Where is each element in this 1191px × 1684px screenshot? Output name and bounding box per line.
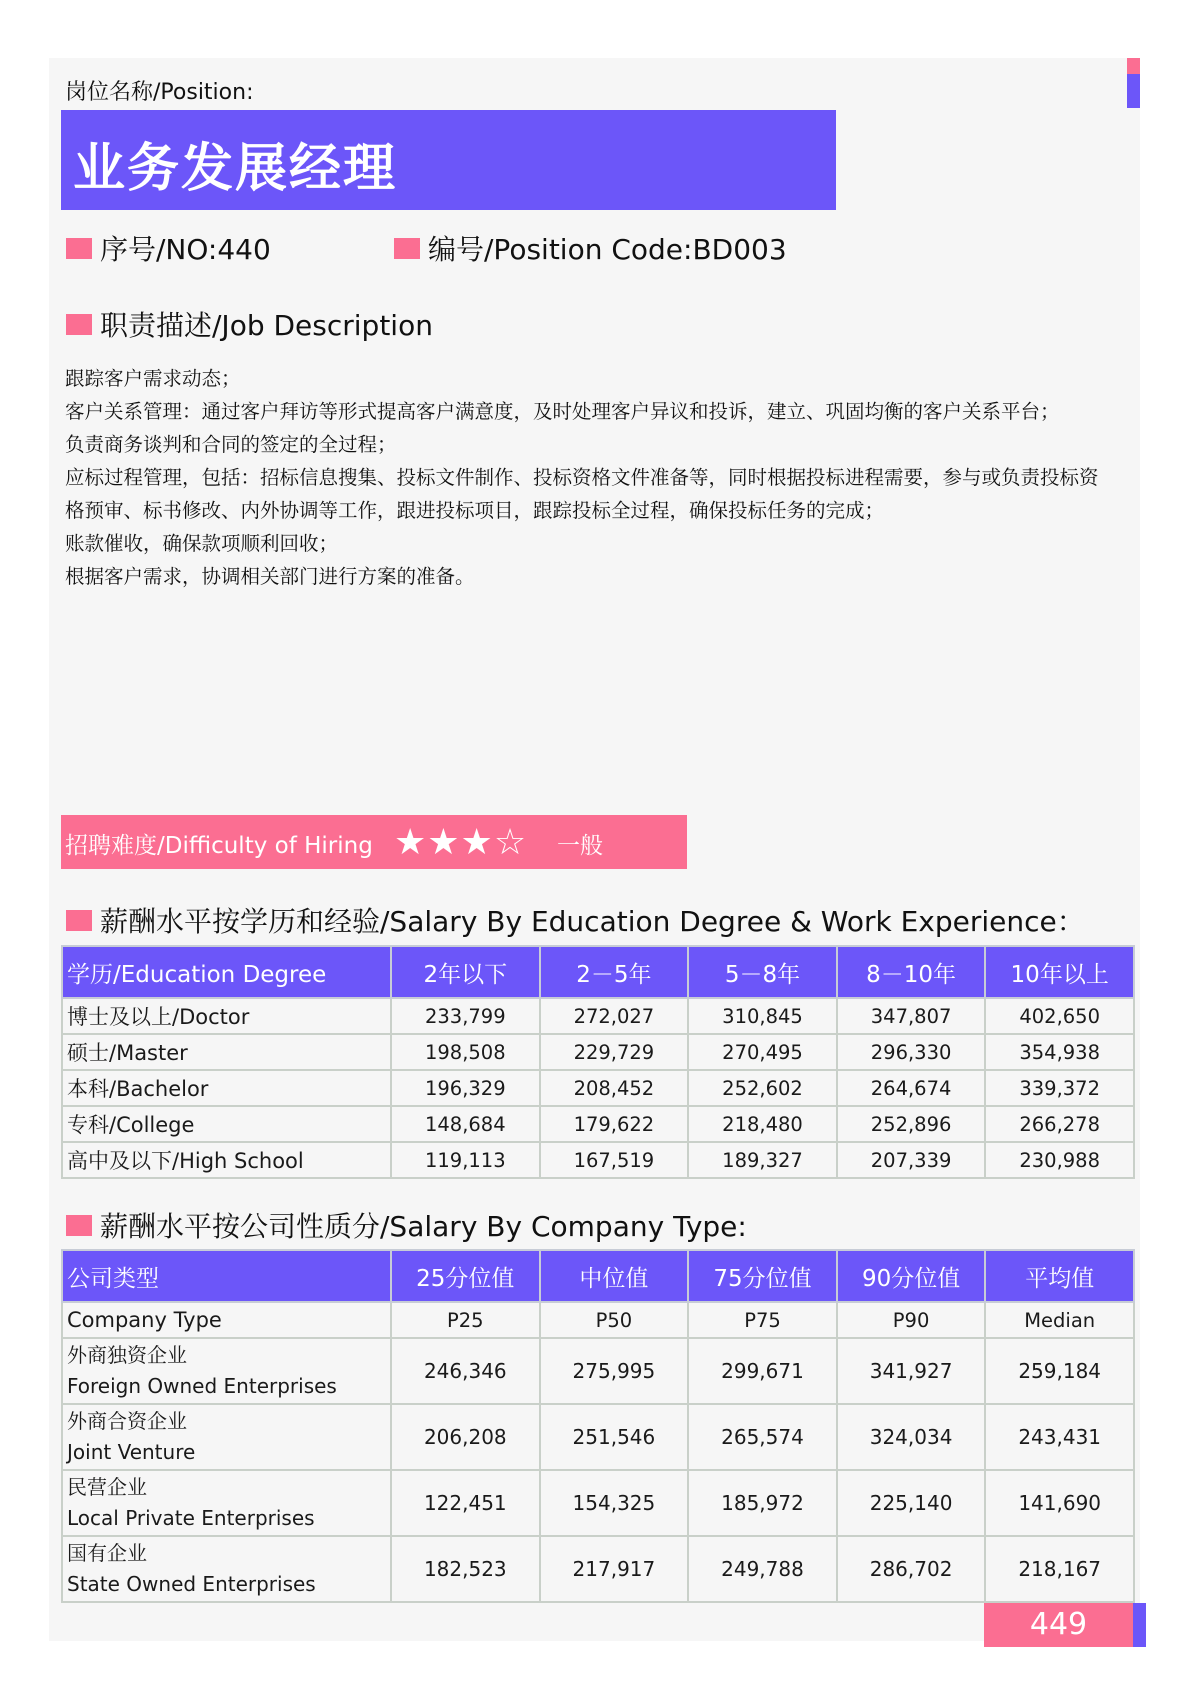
table-cell: 208,452 <box>540 1070 689 1106</box>
table-cell: Median <box>985 1302 1134 1338</box>
column-header: 90分位值 <box>837 1250 986 1302</box>
serial-text: 序号/NO:440 <box>100 233 271 266</box>
table-cell: 272,027 <box>540 998 689 1034</box>
table-header-row <box>62 946 1134 998</box>
bullet-square-icon <box>66 238 92 259</box>
salary-education-table <box>61 945 1135 1179</box>
row-label: 博士及以上/Doctor <box>62 998 391 1034</box>
job-description <box>65 362 1137 593</box>
table-cell: 233,799 <box>391 998 540 1034</box>
table-cell: 148,684 <box>391 1106 540 1142</box>
table-cell: 252,602 <box>688 1070 837 1106</box>
serial-number <box>66 228 271 268</box>
table-cell: 310,845 <box>688 998 837 1034</box>
column-header: 10年以上 <box>985 946 1134 998</box>
position-code-text: 编号/Position Code:BD003 <box>428 233 787 266</box>
description-line: 账款催收，确保款项顺利回收； <box>65 532 339 555</box>
table-cell: 354,938 <box>985 1034 1134 1070</box>
table-cell: 225,140 <box>837 1470 986 1536</box>
table-cell: 179,622 <box>540 1106 689 1142</box>
bullet-square-icon <box>66 910 92 931</box>
table-cell: 141,690 <box>985 1470 1134 1536</box>
table-cell: 230,988 <box>985 1142 1134 1178</box>
description-line: 应标过程管理，包括：招标信息搜集、投标文件制作、投标资格文件准备等，同时根据投标进程需要，参与或负责投标资 <box>65 466 1099 489</box>
table-cell: P75 <box>688 1302 837 1338</box>
row-label: 硕士/Master <box>62 1034 391 1070</box>
table-cell: 182,523 <box>391 1536 540 1602</box>
table-cell: 249,788 <box>688 1536 837 1602</box>
table-cell: 167,519 <box>540 1142 689 1178</box>
table-cell: 217,917 <box>540 1536 689 1602</box>
row-label-cn: 民营企业 <box>67 1475 147 1499</box>
row-label <box>62 1470 391 1536</box>
column-header: 中位值 <box>540 1250 689 1302</box>
description-line: 跟踪客户需求动态； <box>65 367 241 390</box>
table-row <box>62 1338 1134 1404</box>
table-cell: 218,480 <box>688 1106 837 1142</box>
row-label <box>62 1536 391 1602</box>
salary-company-heading <box>66 1205 747 1245</box>
table-row <box>62 1142 1134 1178</box>
description-line: 根据客户需求，协调相关部门进行方案的准备。 <box>65 565 475 588</box>
table-cell: 119,113 <box>391 1142 540 1178</box>
row-label-cn: 外商独资企业 <box>67 1343 187 1367</box>
table-cell: 341,927 <box>837 1338 986 1404</box>
table-cell: 286,702 <box>837 1536 986 1602</box>
row-label: 高中及以下/High School <box>62 1142 391 1178</box>
column-header: 公司类型 <box>62 1250 391 1302</box>
table-subheader-row <box>62 1302 1134 1338</box>
page-number-accent <box>1133 1603 1146 1647</box>
table-cell: 185,972 <box>688 1470 837 1536</box>
table-cell: 339,372 <box>985 1070 1134 1106</box>
description-line: 客户关系管理：通过客户拜访等形式提高客户满意度，及时处理客户异议和投诉，建立、巩固均衡的客户关系平台； <box>65 400 1060 423</box>
table-cell: 299,671 <box>688 1338 837 1404</box>
column-header: 75分位值 <box>688 1250 837 1302</box>
table-cell: P25 <box>391 1302 540 1338</box>
bullet-square-icon <box>66 314 92 335</box>
table-cell: 324,034 <box>837 1404 986 1470</box>
table-cell: 275,995 <box>540 1338 689 1404</box>
table-cell: 243,431 <box>985 1404 1134 1470</box>
table-cell: 196,329 <box>391 1070 540 1106</box>
row-label <box>62 1338 391 1404</box>
difficulty-level: 一般 <box>557 833 603 859</box>
salary-company-heading-text: 薪酬水平按公司性质分/Salary By Company Type: <box>100 1210 747 1243</box>
table-row <box>62 1536 1134 1602</box>
table-cell: 402,650 <box>985 998 1134 1034</box>
page-title: 业务发展经理 <box>73 139 398 199</box>
table-cell: 122,451 <box>391 1470 540 1536</box>
table-cell: 264,674 <box>837 1070 986 1106</box>
job-description-heading <box>66 304 433 344</box>
table-cell: 251,546 <box>540 1404 689 1470</box>
table-row <box>62 1070 1134 1106</box>
table-cell: 207,339 <box>837 1142 986 1178</box>
table-cell: 154,325 <box>540 1470 689 1536</box>
row-label-en: Joint Venture <box>67 1440 196 1464</box>
table-header-row <box>62 1250 1134 1302</box>
table-cell: 252,896 <box>837 1106 986 1142</box>
table-row <box>62 998 1134 1034</box>
row-label-cn: 外商合资企业 <box>67 1409 187 1433</box>
row-label: 专科/College <box>62 1106 391 1142</box>
table-cell: 296,330 <box>837 1034 986 1070</box>
table-row <box>62 1106 1134 1142</box>
column-header: 5－8年 <box>688 946 837 998</box>
row-label-en: State Owned Enterprises <box>67 1572 316 1596</box>
row-label: 本科/Bachelor <box>62 1070 391 1106</box>
difficulty-label: 招聘难度/Difficulty of Hiring <box>65 833 373 859</box>
position-code <box>394 228 787 268</box>
column-header: 学历/Education Degree <box>62 946 391 998</box>
table-cell: 347,807 <box>837 998 986 1034</box>
row-label-en: Foreign Owned Enterprises <box>67 1374 337 1398</box>
row-label: Company Type <box>62 1302 391 1338</box>
table-row <box>62 1404 1134 1470</box>
table-cell: 266,278 <box>985 1106 1134 1142</box>
table-cell: 229,729 <box>540 1034 689 1070</box>
table-cell: P50 <box>540 1302 689 1338</box>
page-number: 449 <box>984 1603 1133 1647</box>
column-header: 25分位值 <box>391 1250 540 1302</box>
table-cell: 259,184 <box>985 1338 1134 1404</box>
salary-education-heading <box>66 900 1085 940</box>
table-cell: 246,346 <box>391 1338 540 1404</box>
column-header: 8－10年 <box>837 946 986 998</box>
job-description-heading-text: 职责描述/Job Description <box>100 309 433 342</box>
table-cell: P90 <box>837 1302 986 1338</box>
corner-accent <box>1127 58 1140 108</box>
title-banner <box>61 110 836 210</box>
table-cell: 270,495 <box>688 1034 837 1070</box>
hiring-difficulty-bar <box>61 815 687 869</box>
table-cell: 189,327 <box>688 1142 837 1178</box>
column-header: 平均值 <box>985 1250 1134 1302</box>
row-label <box>62 1404 391 1470</box>
table-cell: 206,208 <box>391 1404 540 1470</box>
table-cell: 198,508 <box>391 1034 540 1070</box>
column-header: 2年以下 <box>391 946 540 998</box>
bullet-square-icon <box>66 1215 92 1236</box>
table-cell: 265,574 <box>688 1404 837 1470</box>
table-cell: 218,167 <box>985 1536 1134 1602</box>
description-line: 负责商务谈判和合同的签定的全过程； <box>65 433 397 456</box>
salary-education-heading-text: 薪酬水平按学历和经验/Salary By Education Degree & Work Experience： <box>100 905 1085 938</box>
row-label-cn: 国有企业 <box>67 1541 147 1565</box>
bullet-square-icon <box>394 238 420 259</box>
description-line: 格预审、标书修改、内外协调等工作，跟进投标项目，跟踪投标全过程，确保投标任务的完成； <box>65 499 885 522</box>
column-header: 2－5年 <box>540 946 689 998</box>
star-rating-icon: ★★★☆ <box>394 822 528 863</box>
row-label-en: Local Private Enterprises <box>67 1506 315 1530</box>
table-row <box>62 1034 1134 1070</box>
position-label: 岗位名称/Position: <box>65 80 254 105</box>
salary-company-table <box>61 1249 1135 1603</box>
table-row <box>62 1470 1134 1536</box>
